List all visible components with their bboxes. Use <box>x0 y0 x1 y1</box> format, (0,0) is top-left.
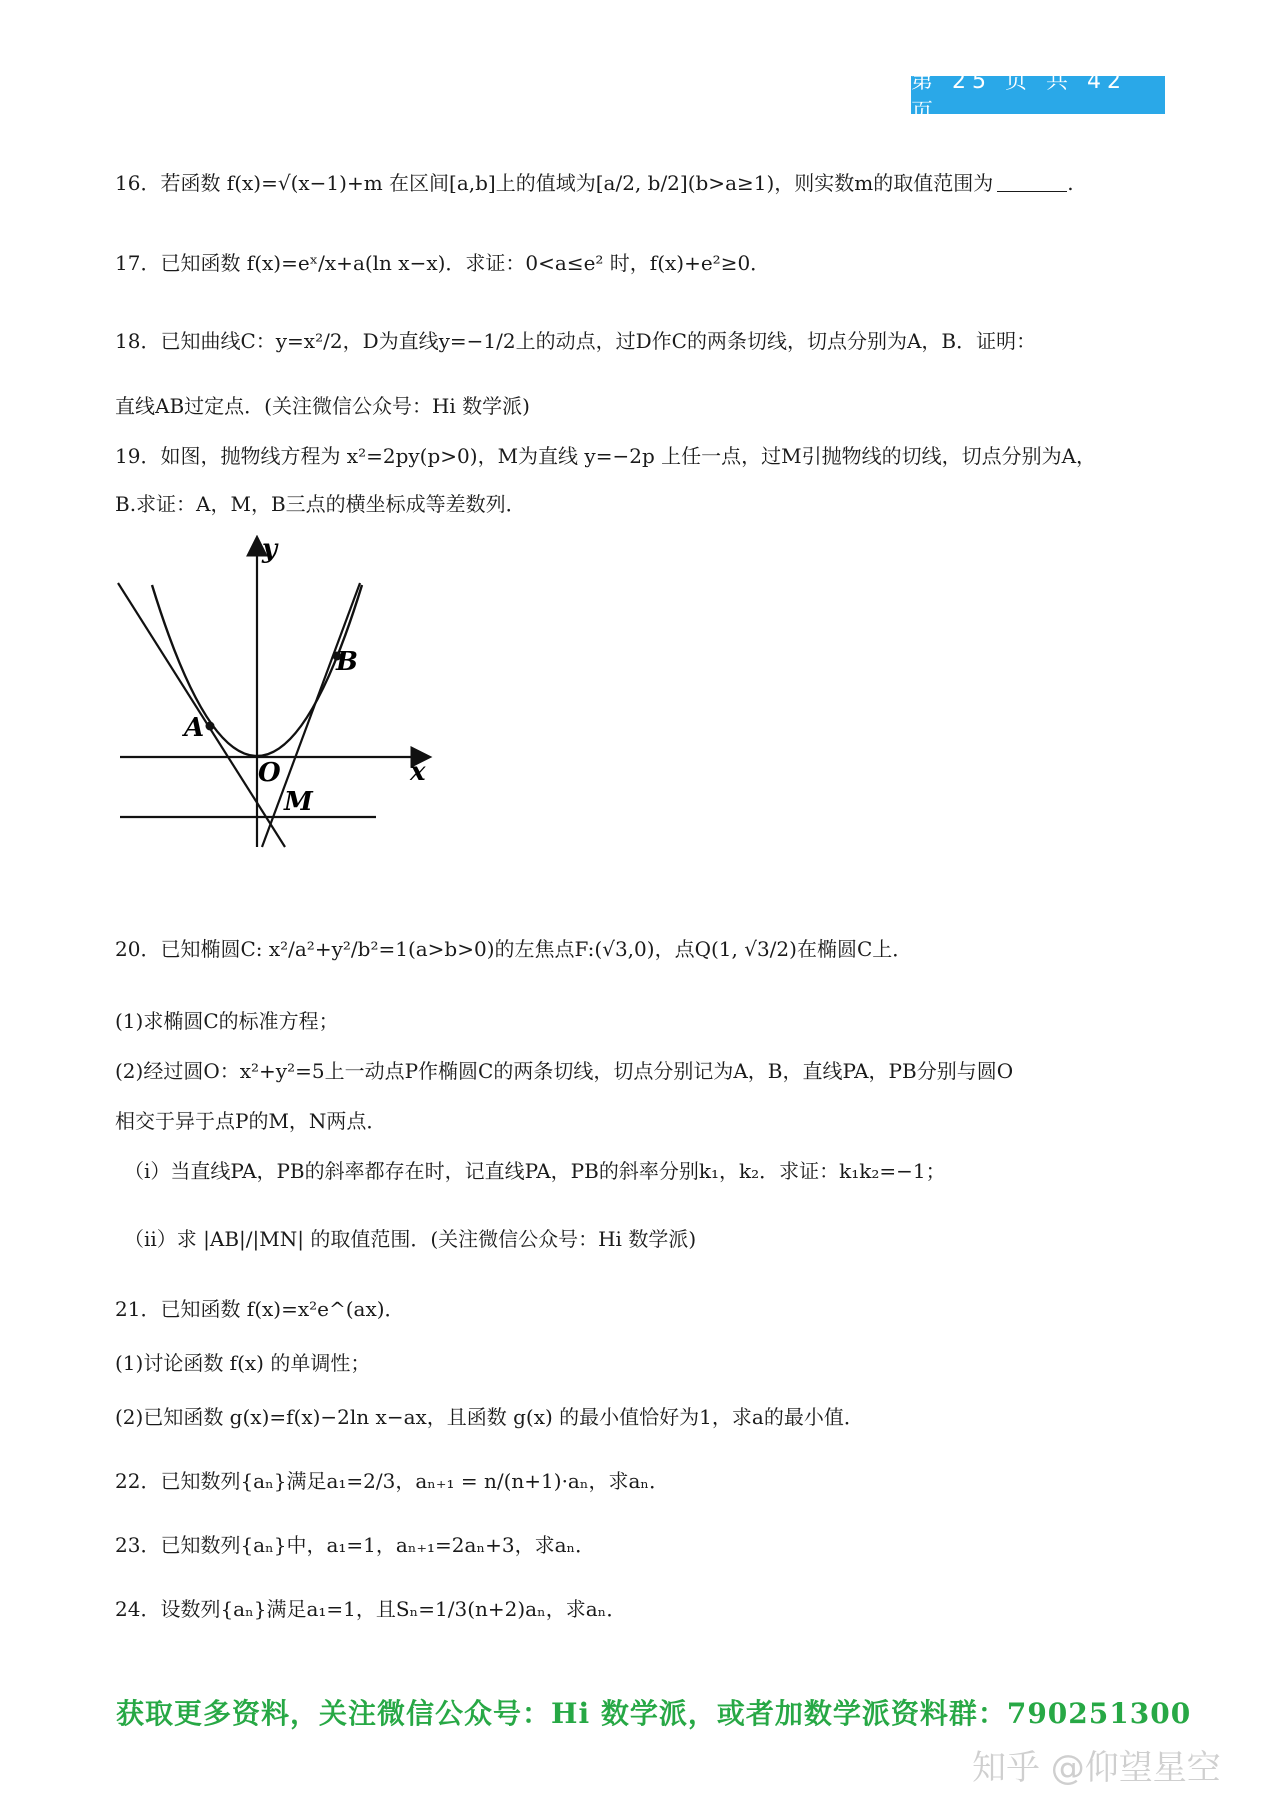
y-axis-label: y <box>262 535 278 564</box>
problem-21-part2: (2)已知函数 g(x)=f(x)−2ln x−ax，且函数 g(x) 的最小值恰好为1，求a的最小值． <box>115 1405 864 1429</box>
parabola-figure <box>110 535 440 859</box>
x-axis-label: x <box>410 757 426 787</box>
problem-22: 22．已知数列{aₙ}满足a₁=2/3，aₙ₊₁ = n/(n+1)·aₙ，求aₙ． <box>115 1469 670 1493</box>
problem-18: 18．已知曲线C：y=x²/2，D为直线y=−1/2上的动点，过D作C的两条切线，切点分别为A，B．证明： <box>115 329 1037 353</box>
problem-23: 23．已知数列{aₙ}中，a₁=1，aₙ₊₁=2aₙ+3，求aₙ． <box>115 1533 596 1557</box>
label-B: B <box>336 647 358 677</box>
problem-19: 19．如图，抛物线方程为 x²=2py(p>0)，M为直线 y=−2p 上任一点，过M引抛物线的切线，切点分别为A， <box>115 444 1097 468</box>
parabola-diagram <box>110 535 440 855</box>
problem-24: 24．设数列{aₙ}满足a₁=1，且Sₙ=1/3(n+2)aₙ，求aₙ． <box>115 1597 627 1621</box>
point-A <box>206 722 215 731</box>
answer-blank <box>997 171 1067 192</box>
label-M: M <box>284 787 313 817</box>
zhihu-watermark: 知乎 @仰望星空 <box>972 1748 1221 1788</box>
problem-16 <box>115 168 1074 198</box>
problem-20-part1: (1)求椭圆C的标准方程； <box>115 1009 339 1033</box>
problem-16-text: 16．若函数 f(x)=√(x−1)+m 在区间[a,b]上的值域为[a/2, b/2](b>a≥1)，则实数m的取值范围为 <box>115 171 994 195</box>
label-A: A <box>184 713 205 743</box>
problem-19-cont: B.求证：A，M，B三点的横坐标成等差数列． <box>115 492 526 516</box>
problem-20-part2-cont: 相交于异于点P的M，N两点． <box>115 1109 387 1133</box>
problem-17: 17．已知函数 f(x)=eˣ/x+a(ln x−x)．求证：0<a≤e² 时，f(x)+e²≥0． <box>115 251 771 275</box>
problem-20: 20．已知椭圆C: x²/a²+y²/b²=1(a>b>0)的左焦点F:(√3,0)，点Q(1, √3/2)在椭圆C上． <box>115 937 913 961</box>
problem-20-sub-i: （ⅰ）当直线PA，PB的斜率都存在时，记直线PA，PB的斜率分别k₁，k₂．求证：k₁k₂=−1； <box>124 1159 946 1183</box>
problem-21: 21．已知函数 f(x)=x²e^(ax)． <box>115 1297 405 1321</box>
label-O: O <box>258 758 281 788</box>
problem-18-cont: 直线AB过定点．(关注微信公众号：Hi 数学派) <box>115 394 530 418</box>
problem-21-part1: (1)讨论函数 f(x) 的单调性； <box>115 1351 371 1375</box>
problem-16-end: . <box>1067 171 1074 195</box>
promo-footer: 获取更多资料，关注微信公众号：Hi 数学派，或者加数学派资料群：790251300 <box>116 1697 1192 1730</box>
page-number-badge: 第 25 页 共 42 页 <box>911 76 1165 114</box>
problem-20-part2: (2)经过圆O：x²+y²=5上一动点P作椭圆C的两条切线，切点分别记为A，B，直线PA，PB分别与圆O <box>115 1059 1014 1083</box>
problem-20-sub-ii: （ⅱ）求 |AB|/|MN| 的取值范围．(关注微信公众号：Hi 数学派) <box>124 1227 697 1251</box>
